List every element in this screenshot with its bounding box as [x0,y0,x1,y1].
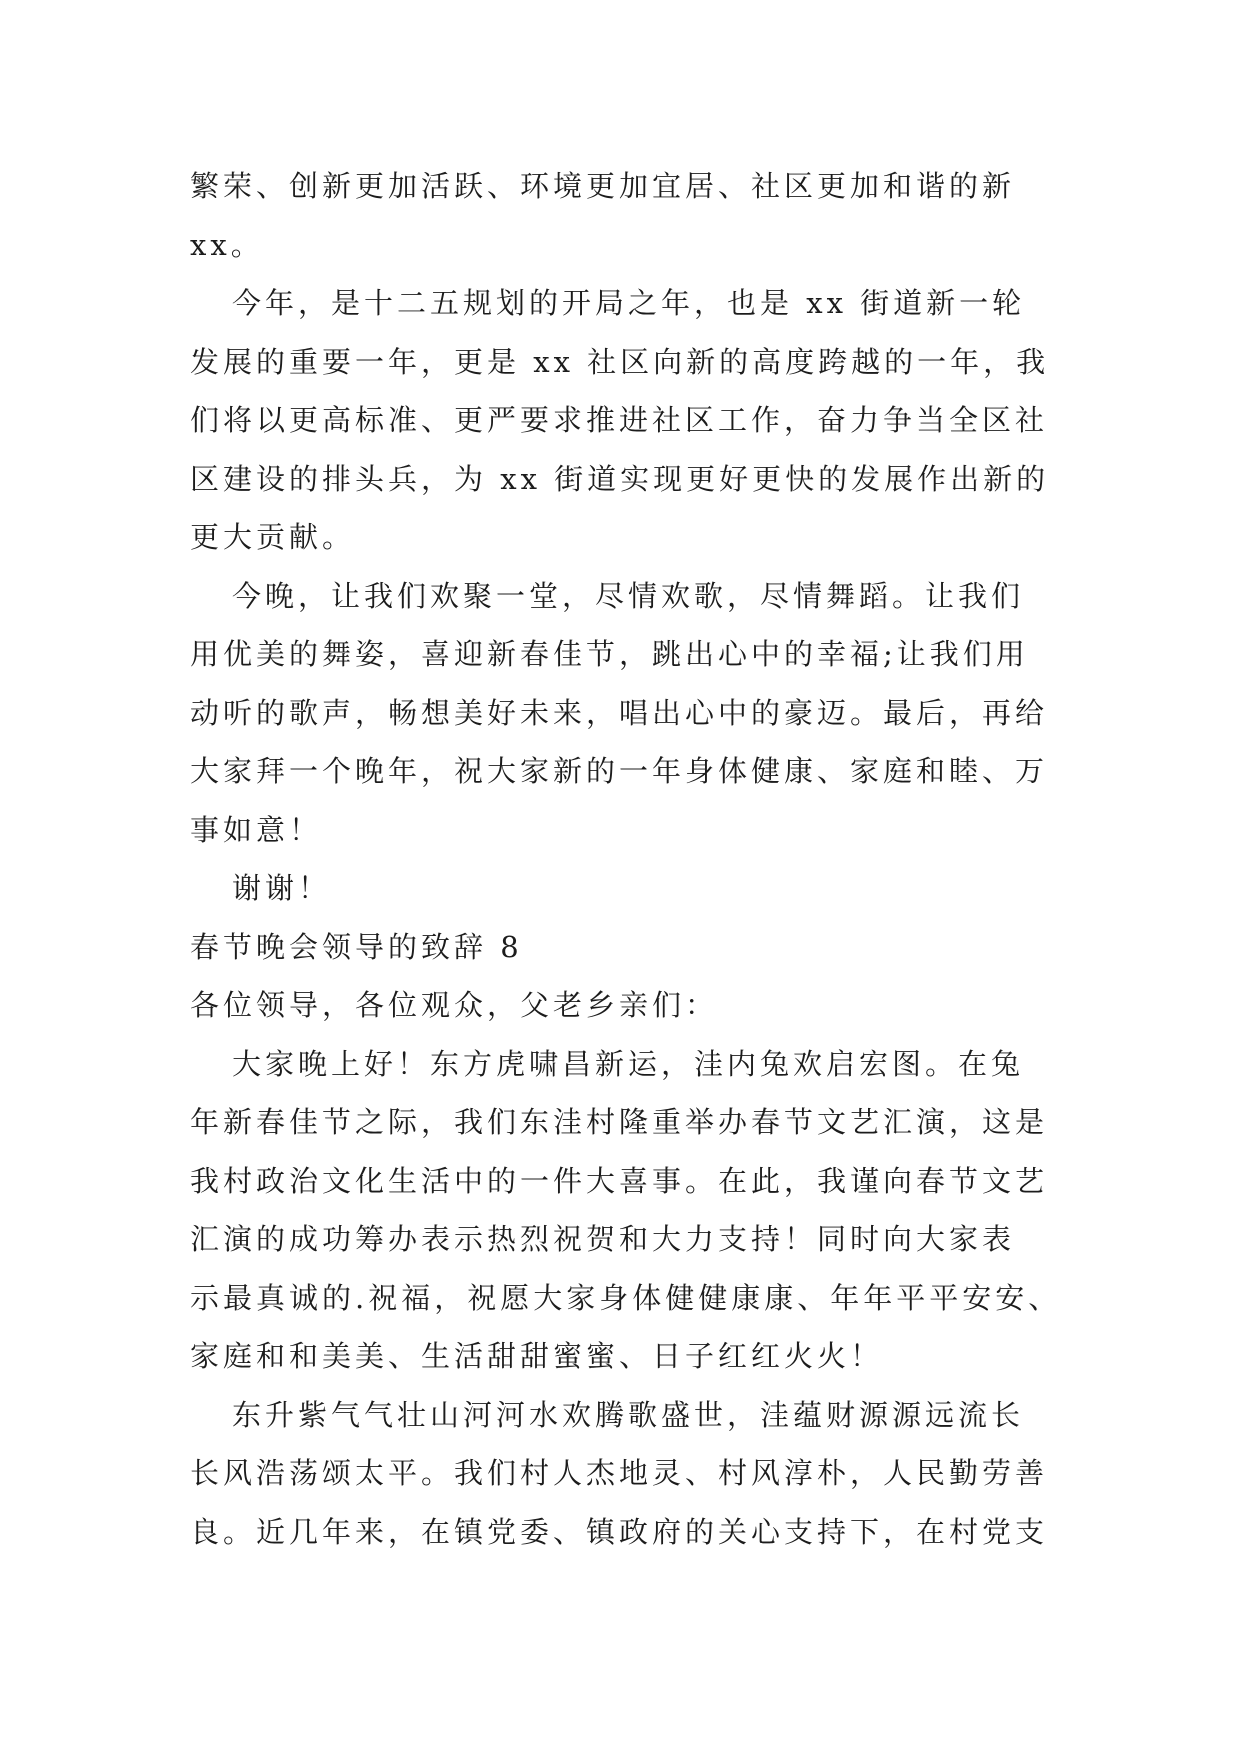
text-line: 繁荣、创新更加活跃、环境更加宜居、社区更加和谐的新 [190,169,1016,203]
paragraph-continuation [190,157,1090,274]
text-line: 更大贡献。 [190,520,356,554]
text-line: xx。 [190,227,264,262]
paragraph [190,274,1090,567]
text-line: 东升紫气气壮山河河水欢腾歌盛世，洼蕴财源源远流长 [232,1397,1025,1432]
text-line: 谢谢！ [232,871,332,905]
text-line: 年新春佳节之际，我们东洼村隆重举办春节文艺汇演，这是 [190,1105,1049,1139]
text-line: 长风浩荡颂太平。我们村人杰地灵、村风淳朴，人民勤劳善 [190,1456,1049,1490]
text-line: 大家晚上好！东方虎啸昌新运，洼内兔欢启宏图。在兔 [232,1046,1025,1081]
text-line: 良。近几年来，在镇党委、镇政府的关心支持下，在村党支 [190,1514,1049,1549]
section-title: 春节晚会领导的致辞 8 [190,929,523,964]
text-line: 我村政治文化生活中的一件大喜事。在此，我谨向春节文艺 [190,1163,1049,1198]
text-line: 区建设的排头兵，为 xx 街道实现更好更快的发展作出新的 [190,461,1050,496]
text-line: 汇演的成功筹办表示热烈祝贺和大力支持！同时向大家表 [190,1222,1016,1256]
document-body [190,157,1090,1561]
text-line: 发展的重要一年，更是 xx 社区向新的高度跨越的一年，我 [190,344,1050,379]
paragraph [190,1386,1090,1562]
text-line: 们将以更高标准、更严要求推进社区工作，奋力争当全区社 [190,403,1049,437]
paragraph-closing [190,859,1090,918]
text-line: 事如意！ [190,812,323,847]
text-line: 今晚，让我们欢聚一堂，尽情欢歌，尽情舞蹈。让我们 [232,578,1025,613]
text-line: 动听的歌声，畅想美好未来，唱出心中的豪迈。最后，再给 [190,695,1049,730]
paragraph [190,567,1090,860]
text-line: 用优美的舞姿，喜迎新春佳节，跳出心中的幸福;让我们用 [190,637,1029,671]
text-line: 示最真诚的.祝福，祝愿大家身体健健康康、年年平平安安、 [190,1280,1062,1315]
text-line: 今年，是十二五规划的开局之年，也是 xx 街道新一轮 [232,286,1026,320]
text-line: 家庭和和美美、生活甜甜蜜蜜、日子红红火火！ [190,1339,884,1373]
text-line: 大家拜一个晚年，祝大家新的一年身体健康、家庭和睦、万 [190,754,1049,788]
salutation: 各位领导，各位观众，父老乡亲们： [190,988,719,1022]
paragraph [190,1035,1090,1386]
